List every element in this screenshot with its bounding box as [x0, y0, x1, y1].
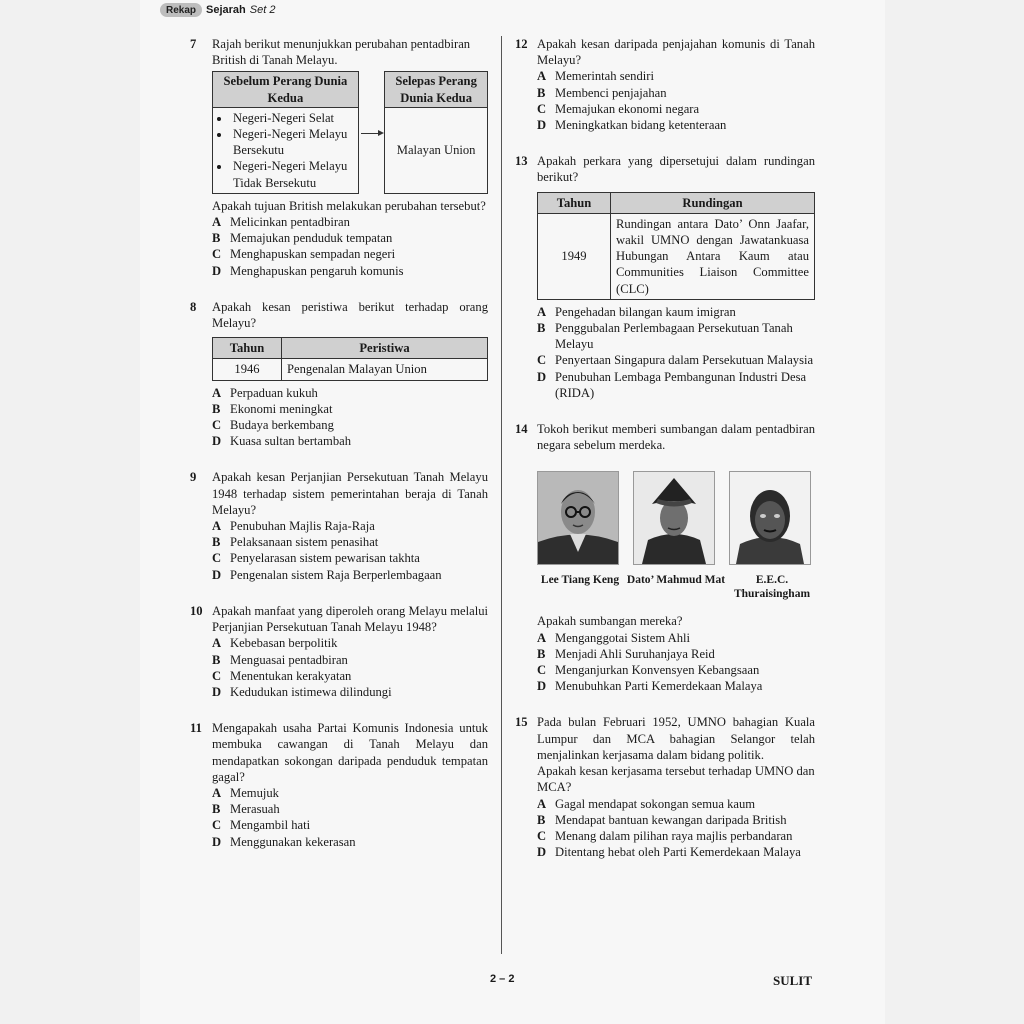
- option-text: Perpaduan kukuh: [230, 385, 318, 400]
- option-key: C: [212, 818, 222, 833]
- option-d[interactable]: [212, 834, 488, 850]
- question-ask: Apakah sumbangan mereka?: [537, 614, 683, 629]
- option-text: Ekonomi meningkat: [230, 401, 333, 416]
- option-key: D: [212, 684, 222, 699]
- option-key: C: [537, 828, 547, 843]
- table-cell: 1949: [538, 213, 611, 299]
- question-12: [515, 36, 815, 133]
- options-q9: [212, 518, 488, 583]
- option-key: D: [537, 845, 547, 860]
- option-key: B: [212, 652, 221, 667]
- option-key: A: [212, 785, 222, 800]
- option-text: Melicinkan pentadbiran: [230, 215, 350, 230]
- option-key: B: [537, 85, 546, 100]
- question-15: [515, 714, 815, 860]
- option-key: A: [537, 304, 547, 319]
- event-table: [212, 337, 488, 380]
- option-key: C: [537, 101, 547, 116]
- publisher-logo: Rekap: [160, 3, 202, 17]
- option-text: Menghapuskan sempadan negeri: [230, 247, 396, 262]
- option-a[interactable]: [212, 785, 488, 801]
- options-q15: [537, 796, 815, 861]
- option-c[interactable]: [537, 828, 815, 844]
- option-key: B: [212, 802, 221, 817]
- option-text: Memerintah sendiri: [555, 69, 654, 84]
- right-column: [515, 36, 815, 860]
- admin-change-diagram: [212, 71, 488, 193]
- option-text: Penyelarasan sistem pewarisan takhta: [230, 551, 420, 566]
- option-key: B: [212, 535, 221, 550]
- option-text: Merasuah: [230, 802, 280, 817]
- option-key: C: [212, 551, 222, 566]
- before-war-box: [212, 71, 359, 193]
- option-text: Menentukan kerakyatan: [230, 668, 352, 683]
- option-key: B: [537, 321, 546, 336]
- question-ask: Apakah tujuan British melakukan perubahan tersebut?: [212, 198, 486, 213]
- option-text: Menang dalam pilihan raya majlis perbandaran: [555, 828, 793, 843]
- option-text: Mengambil hati: [230, 818, 311, 833]
- option-text: Pengenalan sistem Raja Berperlembagaan: [230, 567, 442, 582]
- option-key: C: [212, 668, 222, 683]
- option-a[interactable]: [212, 635, 488, 651]
- option-text: Menghapuskan pengaruh komunis: [230, 263, 404, 278]
- option-b[interactable]: [212, 230, 488, 246]
- option-text: Membenci penjajahan: [555, 85, 667, 100]
- question-stem: Apakah perkara yang dipersetujui dalam rundingan berikut?: [537, 154, 815, 185]
- option-d[interactable]: [212, 567, 488, 583]
- option-text: Budaya berkembang: [230, 418, 334, 433]
- option-text: Menggunakan kekerasan: [230, 834, 356, 849]
- after-war-title: Selepas Perang Dunia Kedua: [385, 72, 487, 107]
- question-stem: Apakah manfaat yang diperoleh orang Melayu melalui Perjanjian Persekutuan Tanah Melayu 1948?: [212, 603, 488, 635]
- option-text: Menjadi Ahli Suruhanjaya Reid: [555, 646, 715, 661]
- option-c[interactable]: [212, 417, 488, 433]
- option-text: Pengehadan bilangan kaum imigran: [555, 304, 736, 319]
- option-text: Penyertaan Singapura dalam Persekutuan Malaysia: [555, 353, 814, 368]
- option-key: B: [212, 401, 221, 416]
- option-a[interactable]: [537, 796, 815, 812]
- option-c[interactable]: [212, 668, 488, 684]
- options-q12: [537, 68, 815, 133]
- option-c[interactable]: [212, 246, 488, 262]
- question-number: 12: [515, 37, 528, 51]
- option-a[interactable]: [212, 214, 488, 230]
- option-d[interactable]: [537, 844, 815, 860]
- option-key: C: [212, 247, 222, 262]
- option-a[interactable]: [537, 304, 815, 320]
- option-text: Penggubalan Perlembagaan Persekutuan Tanah Melayu: [555, 321, 793, 352]
- option-text: Penubuhan Majlis Raja-Raja: [230, 519, 375, 534]
- arrow-icon: [359, 71, 384, 193]
- table-cell: Pengenalan Malayan Union: [282, 359, 488, 380]
- question-10: [190, 603, 488, 700]
- table-cell: 1946: [213, 359, 282, 380]
- option-key: A: [212, 636, 222, 651]
- question-stem: Mengapakah usaha Partai Komunis Indonesia untuk membuka cawangan di Tanah Melayu dan mendapatkan sokongan daripada penduduk tempatan gagal?: [212, 721, 488, 784]
- option-text: Menganggotai Sistem Ahli: [555, 630, 691, 645]
- running-header: [160, 3, 275, 17]
- option-key: D: [212, 263, 222, 278]
- options-q11: [212, 785, 488, 850]
- option-b[interactable]: [537, 646, 815, 662]
- list-item: • Negeri-Negeri Melayu Tidak Bersekutu: [231, 158, 354, 190]
- options-q10: [212, 635, 488, 700]
- option-b[interactable]: [212, 652, 488, 668]
- option-c[interactable]: [537, 662, 815, 678]
- option-d[interactable]: [537, 678, 815, 694]
- table-header: Rundingan: [611, 192, 815, 213]
- confidential-mark: SULIT: [773, 973, 813, 988]
- option-text: Menubuhkan Parti Kemerdekaan Malaya: [555, 679, 763, 694]
- question-number: 8: [190, 299, 197, 314]
- option-b[interactable]: [212, 801, 488, 817]
- option-key: D: [212, 434, 222, 449]
- table-header: Tahun: [538, 192, 611, 213]
- option-text: Memajukan ekonomi negara: [555, 101, 700, 116]
- options-q13: [537, 304, 815, 401]
- option-key: A: [212, 519, 222, 534]
- option-text: Gagal mendapat sokongan semua kaum: [555, 796, 756, 811]
- list-item: • Negeri-Negeri Melayu Bersekutu: [231, 126, 354, 158]
- option-d[interactable]: [537, 117, 815, 133]
- question-14-ask: [515, 613, 815, 694]
- question-stem: Tokoh berikut memberi sumbangan dalam pentadbiran negara sebelum merdeka.: [537, 422, 815, 453]
- option-text: Memujuk: [230, 785, 279, 800]
- question-number: 13: [515, 154, 528, 169]
- caption: Lee Tiang Keng: [540, 574, 620, 587]
- option-key: A: [212, 215, 222, 230]
- left-column: [190, 36, 488, 850]
- after-war-box: [384, 71, 488, 193]
- question-8: [190, 299, 488, 450]
- header-subject: Sejarah: [206, 4, 246, 16]
- option-c[interactable]: [212, 817, 488, 833]
- question-number: 11: [190, 721, 202, 736]
- page-number: 2 – 2: [490, 973, 515, 985]
- options-q8: [212, 385, 488, 450]
- option-a[interactable]: [537, 68, 815, 84]
- option-d[interactable]: [212, 263, 488, 279]
- table-cell: Rundingan antara Dato’ Onn Jaafar, wakil UMNO dengan Jawatankuasa Hubungan Antara Kaum atau Communities Liaison Committee (CLC): [611, 213, 815, 299]
- question-number: 14: [515, 422, 528, 437]
- list-item: • Negeri-Negeri Selat: [231, 110, 354, 126]
- question-stem: Rajah berikut menunjukkan perubahan pentadbiran British di Tanah Melayu.: [212, 37, 471, 68]
- question-ask: Apakah kesan kerjasama tersebut terhadap UMNO dan MCA?: [537, 764, 815, 795]
- question-number: 7: [190, 37, 197, 51]
- column-divider: [501, 36, 502, 954]
- before-war-title: Sebelum Perang Dunia Kedua: [213, 72, 358, 107]
- option-text: Kedudukan istimewa dilindungi: [230, 684, 392, 699]
- options-q7: [212, 214, 488, 279]
- caption: E.E.C. Thuraisingham: [733, 574, 811, 601]
- option-c[interactable]: [537, 352, 815, 368]
- option-key: A: [212, 385, 222, 400]
- option-b[interactable]: [537, 85, 815, 101]
- option-b[interactable]: [212, 534, 488, 550]
- option-key: C: [212, 418, 222, 433]
- after-war-value: Malayan Union: [396, 143, 476, 158]
- question-13: [515, 153, 815, 401]
- option-text: Penubuhan Lembaga Pembangunan Industri Desa (RIDA): [555, 369, 807, 400]
- option-key: A: [537, 630, 547, 645]
- option-text: Kuasa sultan bertambah: [230, 434, 351, 449]
- question-number: 9: [190, 470, 197, 485]
- option-d[interactable]: [212, 684, 488, 700]
- caption: Dato’ Mahmud Mat: [626, 574, 726, 587]
- option-b[interactable]: [537, 320, 815, 352]
- question-number: 10: [190, 603, 203, 618]
- negotiation-table: [537, 192, 815, 300]
- option-key: A: [537, 796, 547, 811]
- question-stem: Pada bulan Februari 1952, UMNO bahagian Kuala Lumpur dan MCA bahagian Selangor telah menjalinkan kerjasama dalam bidang politik.: [537, 715, 815, 762]
- option-text: Menguasai pentadbiran: [230, 652, 348, 667]
- option-c[interactable]: [537, 101, 815, 117]
- option-text: Ditentang hebat oleh Parti Kemerdekaan Malaya: [555, 845, 801, 860]
- option-b[interactable]: [537, 812, 815, 828]
- option-c[interactable]: [212, 550, 488, 566]
- option-key: D: [212, 834, 222, 849]
- option-key: D: [212, 567, 222, 582]
- option-key: B: [537, 646, 546, 661]
- question-number: 15: [515, 715, 528, 730]
- option-text: Kebebasan berpolitik: [230, 636, 338, 651]
- table-header: Tahun: [213, 338, 282, 359]
- option-text: Meningkatkan bidang ketenteraan: [555, 118, 727, 133]
- portrait-captions: [515, 573, 815, 601]
- option-text: Pelaksanaan sistem penasihat: [230, 535, 379, 550]
- option-a[interactable]: [537, 630, 815, 646]
- option-d[interactable]: [212, 433, 488, 449]
- option-key: D: [537, 679, 547, 694]
- option-text: Mendapat bantuan kewangan daripada British: [555, 812, 787, 827]
- option-key: B: [537, 812, 546, 827]
- before-war-list: [213, 108, 358, 193]
- header-series: Set 2: [249, 4, 276, 16]
- question-stem: Apakah kesan Perjanjian Persekutuan Tanah Melayu 1948 terhadap sistem pemerintahan beraja di Tanah Melayu?: [212, 470, 488, 517]
- portrait-dato-mahmud-mat: [633, 471, 715, 565]
- option-key: B: [212, 231, 221, 246]
- question-stem: Apakah kesan peristiwa berikut terhadap orang Melayu?: [212, 299, 488, 331]
- option-text: Memajukan penduduk tempatan: [230, 231, 393, 246]
- option-key: C: [537, 663, 547, 678]
- question-11: [190, 720, 488, 850]
- option-d[interactable]: [537, 369, 815, 401]
- option-key: D: [537, 369, 547, 384]
- option-key: A: [537, 69, 547, 84]
- option-b[interactable]: [212, 401, 488, 417]
- table-header: Peristiwa: [282, 338, 488, 359]
- options-q14: [537, 630, 815, 695]
- question-7: [190, 36, 488, 279]
- question-stem: Apakah kesan daripada penjajahan komunis di Tanah Melayu?: [537, 37, 815, 68]
- option-key: C: [537, 353, 547, 368]
- portrait-lee-tiang-keng: [537, 471, 619, 565]
- option-a[interactable]: [212, 518, 488, 534]
- question-14: [515, 421, 815, 453]
- option-key: D: [537, 118, 547, 133]
- portrait-row: [515, 471, 815, 565]
- portrait-eec-thuraisingham: [729, 471, 811, 565]
- option-text: Menganjurkan Konvensyen Kebangsaan: [555, 663, 760, 678]
- question-9: [190, 469, 488, 582]
- option-a[interactable]: [212, 385, 488, 401]
